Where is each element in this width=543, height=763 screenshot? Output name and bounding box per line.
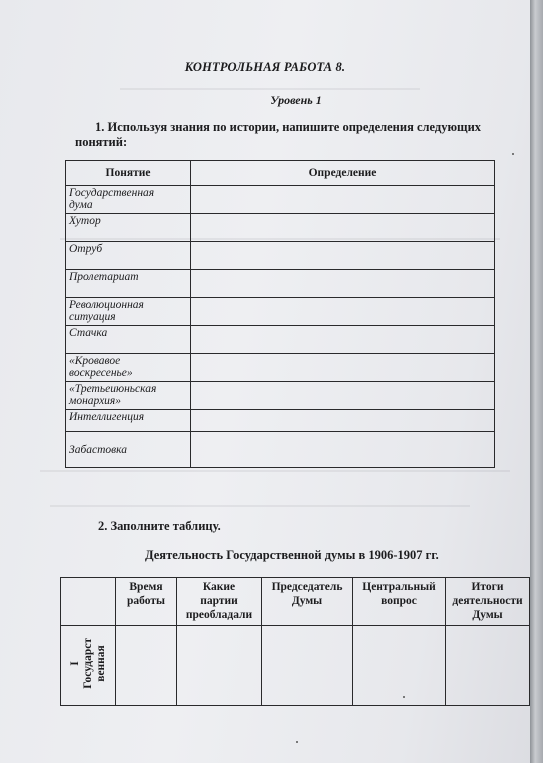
parties-cell[interactable] [177,626,262,706]
page-stack-edge [530,0,543,763]
level-heading: Уровень 1 [270,93,322,107]
chairman-cell[interactable] [262,626,353,706]
column-header-definition: Определение [191,161,495,186]
concept-cell: Пролетариат [66,270,191,298]
concept-cell: Хутор [66,214,191,242]
column-header-chairman: Председатель Думы [262,578,353,626]
column-header-concept: Понятие [66,161,191,186]
concept-cell: Интеллигенция [66,410,191,432]
concept-cell: «Третьеиюньская монархия» [66,382,191,410]
table-row [61,626,530,706]
definition-cell[interactable] [191,410,495,432]
definition-cell[interactable] [191,270,495,298]
page-title: КОНТРОЛЬНАЯ РАБОТА 8. [184,60,346,74]
definition-cell[interactable] [191,298,495,326]
definition-cell[interactable] [191,242,495,270]
task2-text: 2. Заполните таблицу. [98,519,221,533]
task1-text: 1. Используя знания по истории, напишите определения следующих [95,120,482,134]
paper-speck [403,696,405,698]
time-cell[interactable] [116,626,177,706]
paper-speck [512,153,514,155]
duma-table-title: Деятельность Государственной думы в 1906-1907 гг. [145,548,439,562]
table-header-row [66,161,495,186]
table-row [66,410,495,432]
table-row [66,432,495,468]
definition-cell[interactable] [191,186,495,214]
definition-cell[interactable] [191,214,495,242]
definition-cell[interactable] [191,354,495,382]
concept-cell: Отруб [66,242,191,270]
table-row [66,186,495,214]
concept-cell: Государственная дума [66,186,191,214]
results-cell[interactable] [446,626,530,706]
column-header-parties: Какие партии преобладали [177,578,262,626]
column-header-results: Итоги деятельности Думы [446,578,530,626]
table-row [66,354,495,382]
table-header-row [61,578,530,626]
central-question-cell[interactable] [353,626,446,706]
row-label-cell [61,626,116,706]
bleed-through [50,505,470,507]
row-label-vertical: I Государст венная [68,638,107,689]
table-row [66,298,495,326]
definition-cell[interactable] [191,326,495,354]
concept-cell: Забастовка [66,432,191,468]
table-row [66,270,495,298]
column-header-blank [61,578,116,626]
table-row [66,242,495,270]
paper-speck [296,741,298,743]
task1-text-continued: понятий: [75,135,128,149]
concept-cell: Стачка [66,326,191,354]
column-header-central-question: Центральный вопрос [353,578,446,626]
definition-cell[interactable] [191,432,495,468]
table-row [66,214,495,242]
duma-activity-table [60,577,530,706]
table-row [66,326,495,354]
concept-cell: «Кровавое воскресенье» [66,354,191,382]
bleed-through [120,88,420,90]
concepts-table [65,160,495,468]
column-header-time: Время работы [116,578,177,626]
definition-cell[interactable] [191,382,495,410]
bleed-through [40,470,510,472]
table-row [66,382,495,410]
concept-cell: Революционная ситуация [66,298,191,326]
